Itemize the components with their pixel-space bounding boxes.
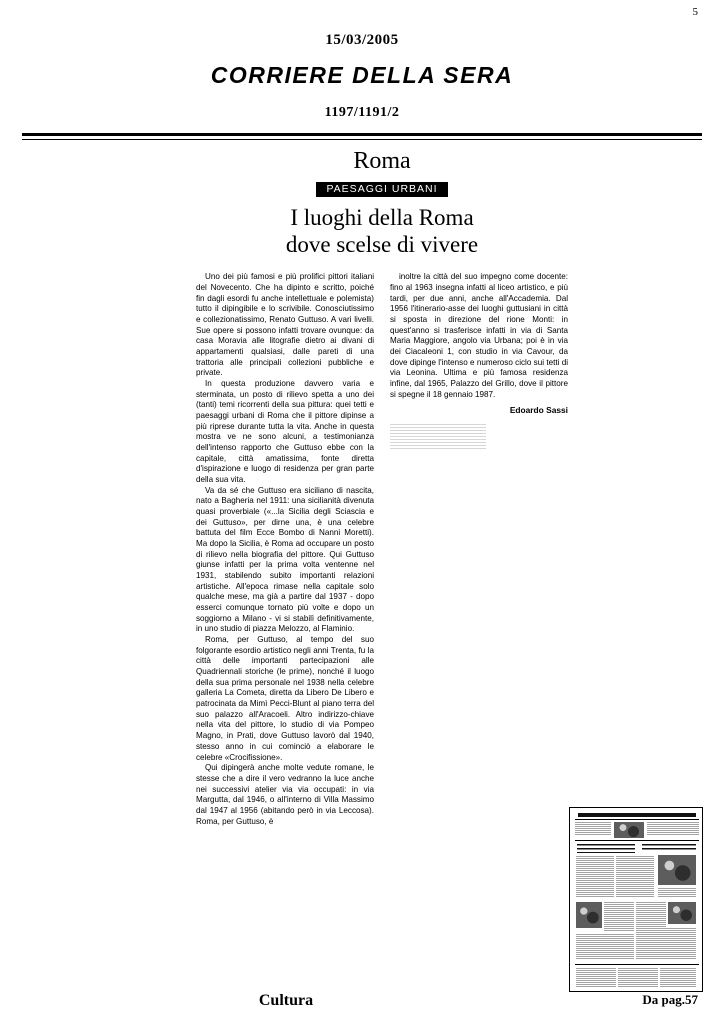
thumb-headline — [642, 844, 696, 851]
publication-date: 15/03/2005 — [325, 32, 399, 48]
thumb-rule — [575, 964, 699, 965]
thumb-photo — [668, 902, 696, 924]
thumb-masthead — [578, 813, 696, 817]
thumb-rule — [575, 840, 699, 841]
article-column-right — [390, 272, 568, 827]
thumb-headline — [577, 844, 635, 853]
faded-text-remnant — [390, 424, 486, 450]
article-column-left — [196, 272, 374, 827]
paragraph: Va da sé che Guttuso era siciliano di nascita, nato a Bagheria nel 1911: una sicilianità divenuta quasi proverbiale («...la Sicilia degli Sciascia e dei Guttuso», per dirne una, è una celebre battuta del film Ecce Bombo di Nanni Moretti). Ma dopo la Sicilia, è Roma ad occupare un posto di rilievo nella biografia del pittore. Qui Guttuso giunse infatti per la prima volta ventenne nel 1931, stabilendo subito importanti relazioni artistiche. All'epoca rimase nella capitale solo qualche mese, ma già a partire dal 1937 - dopo esserci comunque tornato più volte e dopo un soggiorno a Milano - vi si stabilì definitivamente, in uno studio di piazza Melozzo, al Flaminio. — [196, 485, 374, 634]
paragraph: Roma, per Guttuso, al tempo del suo folgorante esordio artistico negli anni Trenta, fu la città delle importanti partecipazioni alle Quadriennali storiche (le prime), nonché il luogo della sua prima personale nel 1938 nella celebre galleria La Cometa, diretta da Libero De Libero e patrocinata da Mimì Pecci-Blunt al piano terra del suo palazzo all'Aracoeli. Altro indirizzo-chiave nella vita del pittore, lo studio di via Pompeo Magno, in Prati, dove Guttuso lavorò dal 1940, stesso anno in cui cominciò a elaborare le celebre «Crocifissione». — [196, 635, 374, 762]
thumbnail-content — [572, 810, 700, 989]
masthead-title: CORRIERE DELLA SERA — [210, 62, 514, 88]
article-headline — [196, 205, 568, 258]
thumb-photo — [576, 902, 602, 928]
article-columns — [196, 272, 568, 827]
footer-section-label: Cultura — [258, 992, 314, 1009]
header-rule-thick — [22, 133, 702, 136]
section-tag: PAESAGGI URBANI — [316, 182, 447, 197]
article-city-kicker: Roma — [353, 148, 411, 174]
reference-code: 1197/1191/2 — [324, 105, 400, 120]
header-rule-thin — [22, 139, 702, 140]
thumb-text — [576, 934, 634, 960]
paragraph: inoltre la città del suo impegno come docente: fino al 1963 insegna infatti al liceo artistico, e più tardi, per due anni, anche all'Accademia. Dal 1956 l'itinerario-asse dei luoghi guttusiani in città si sposta in direzione del rione Monti: in quest'anno si trasferisce infatti in via di Santa Maria Maggiore, angolo via Urbana; poi è in via dei Ciacaleoni 1, con studio in via Cavour, da dove dipinge l'intenso e numeroso ciclo sui tetti di via Leonina. Ultima e più famosa residenza infine, dal 1965, Palazzo del Grillo, dove il pittore si spegne il 18 gennaio 1987. — [390, 272, 568, 399]
paragraph: Uno dei più famosi e più prolifici pittori italiani del Novecento. Che ha dipinto e scritto, poiché fin dagli esordi fu anche intellettuale e polemista) tutto il dipingibile e lo scrivibile. Conosciutissimo e collezionatissimo, Renato Guttuso. A vari livelli. Sue opere si possono infatti trovare ovunque: da casa Moravia alle litografie dietro ai divani di appartamenti qualsiasi, dalle pareti di una trattoria alle principali collezioni pubbliche e private. — [196, 272, 374, 378]
headline-line-1: I luoghi della Roma — [290, 205, 474, 231]
thumb-text — [575, 822, 611, 836]
thumb-text — [618, 968, 658, 988]
thumb-rule — [575, 819, 699, 820]
paragraph: In questa produzione davvero varia e sterminata, un posto di rilievo spetta a uno dei (tanti) temi ricorrenti della sua pittura: quei tetti e paesaggi urbani di Roma che il pittore dipinse a più riprese durante tutta la vita. Anche in questa mostra ve ne sono alcuni, a testimonianza dell'intenso rapporto che Guttuso ebbe con la capitale, città amatissima, fonte diretta d'ispirazione e luogo di residenza per gran parte della sua vita. — [196, 378, 374, 485]
thumb-photo — [658, 855, 696, 885]
page-number: 5 — [692, 6, 698, 18]
thumb-text — [658, 888, 696, 898]
thumb-text — [616, 856, 654, 898]
newspaper-page-thumbnail — [569, 807, 703, 992]
paragraph: Qui dipingerà anche molte vedute romane, le stesse che a dire il vero vedranno la luce anche nei successivi atelier via via occupati: in via Margutta, dal 1946, o all'interno di Villa Massimo dal 1947 al 1956 (abitando però in via Leccosa). Roma, per Guttuso, è — [196, 763, 374, 826]
footer-page-reference: Da pag.57 — [642, 992, 698, 1007]
thumb-text — [576, 968, 616, 988]
headline-line-2: dove scelse di vivere — [285, 231, 479, 257]
thumb-text — [576, 856, 614, 898]
article-byline: Edoardo Sassi — [509, 405, 568, 416]
article — [196, 148, 568, 827]
thumb-photo — [614, 822, 644, 838]
thumb-text — [647, 822, 699, 836]
thumb-text — [604, 902, 634, 932]
section-tag-wrapper — [196, 179, 568, 197]
thumb-text — [636, 928, 696, 960]
thumb-text — [660, 968, 696, 988]
